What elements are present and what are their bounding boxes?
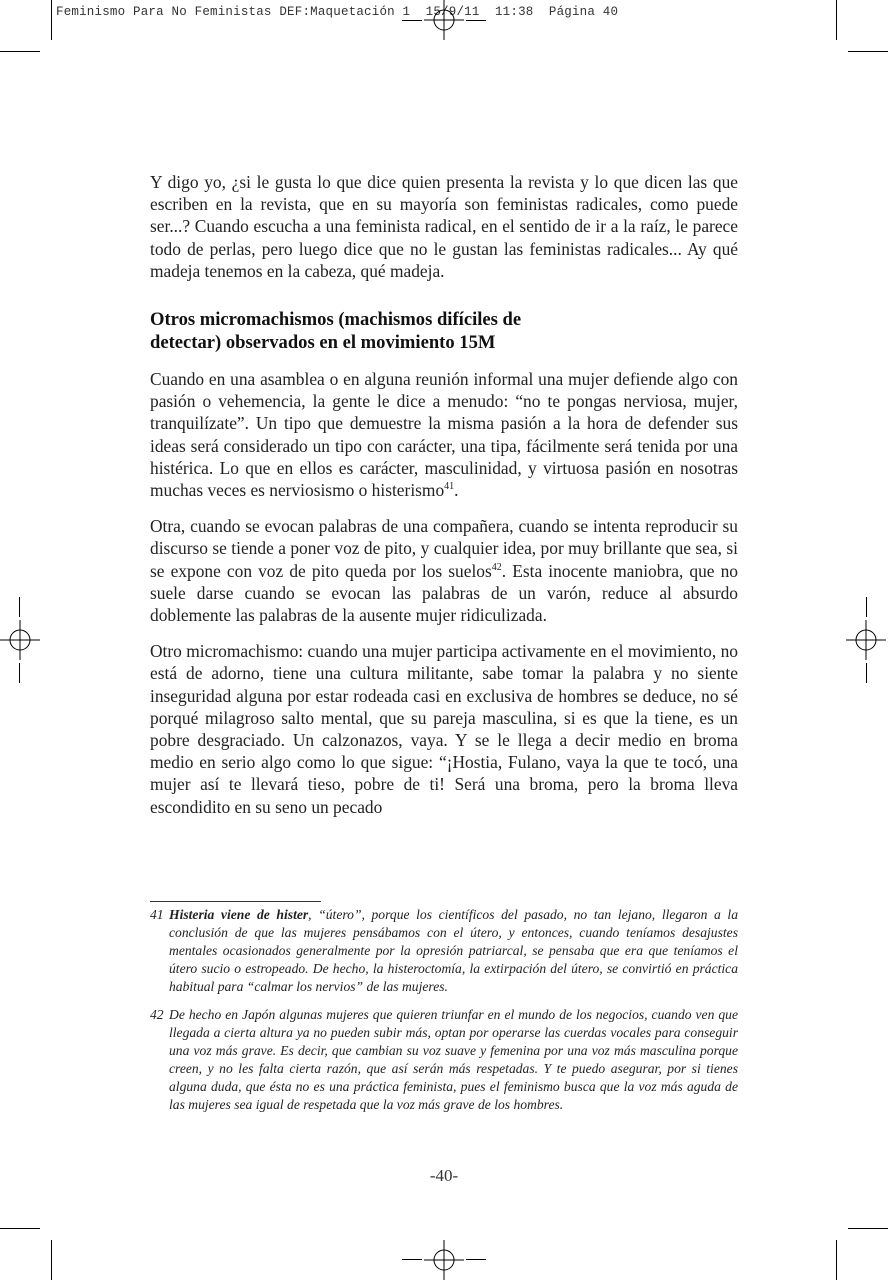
section-heading-line2: detectar) observados en el movimiento 15M	[150, 331, 496, 353]
footnote-ref-42[interactable]: 42	[491, 561, 502, 573]
print-slug: Feminismo Para No Feministas DEF:Maquetación 1 15/9/11 11:38 Página 40	[56, 5, 619, 19]
paragraph-pasion	[150, 368, 738, 501]
crop-tick-right-bottom	[866, 663, 867, 683]
crop-tick-left-bottom	[19, 663, 20, 683]
registration-mark-bottom-icon	[424, 1240, 464, 1280]
footnote-divider	[150, 901, 321, 902]
section-heading-line1: Otros micromachismos (machismos difíciles de	[150, 309, 522, 331]
paragraph-pasion-text: Cuando en una asamblea o en alguna reunión informal una mujer defiende algo con pasión o vehemencia, la gente le dice a menudo: “no te pongas nerviosa, mujer, tranquilízate”. Un tipo que demuestre la misma pasión a la hora de defender sus ideas será considerado un tipo con carácter, una tipa, fácilmente será tenida por una histérica. Lo que en ellos es carácter, masculinidad, y virtuosa pasión en nosotras muchas veces es nerviosismo o histerismo	[150, 369, 738, 501]
footnote-42	[150, 1006, 738, 1114]
paragraph-voz-text-a: Otra, cuando se evocan palabras de una compañera, cuando se intenta reproducir su discurso se tiende a poner voz de pito, y cualquier idea, por muy brillante que sea, si se expone con voz de pito queda por los suelos	[150, 516, 738, 581]
registration-mark-top-icon	[424, 0, 464, 40]
paragraph-voz-text-b: . Esta inocente maniobra, que no suele darse cuando se evocan las palabras de un varón, reduce al absurdo doblemente las palabras de la ausente mujer ridiculizada.	[150, 560, 738, 626]
footnote-text: De hecho en Japón algunas mujeres que quieren triunfar en el mundo de los negocios, cuando ven que llegada a cierta altura ya no pueden subir más, optan por operarse las cuerdas vocales para conseguir una voz más grave. Es decir, que cambian su voz suave y femenina por una voz más masculina porque creen, y no les falta cierta razón, que así serán más respetadas. Y te puedo asegurar, por si tienes alguna duda, que ésta no es una práctica feminista, pues el feminismo busca que la voz más aguda de las mujeres sea igual de respetada que la voz más grave de los hombres.	[169, 1007, 738, 1112]
crop-tick-bottom-right	[466, 1259, 486, 1260]
section-heading	[150, 309, 738, 354]
page-body	[150, 171, 738, 818]
footnote-text: , “útero”, porque los científicos del pasado, no tan lejano, llegaron a la conclusión de que las mujeres pensábamos con el útero, y entonces, cuando teníamos desajustes mentales ocasionados generalmente por la opresión patriarcal, se pensaba que era que teníamos el útero sucio o estropeado. De hecho, la histeroctomía, la extirpación del útero, se convirtió en práctica habitual para “calmar los nervios” de las mujeres.	[169, 907, 738, 994]
footnote-term: Histeria viene de hister	[169, 907, 309, 922]
footnote-number: 42	[150, 1007, 164, 1022]
crop-tick-right-top	[866, 597, 867, 617]
page-number: -40-	[429, 1166, 459, 1185]
footnote-ref-41[interactable]: 41	[444, 481, 455, 493]
paragraph-micromachismo: Otro micromachismo: cuando una mujer participa activamente en el movimiento, no está de adorno, tiene una cultura militante, sabe tomar la palabra y no siente inseguridad alguna por estar rodeada casi en exclusiva de hombres se deduce, no sé porqué milagroso salto mental, que su pareja masculina, si es que la tiene, es un pobre desgraciado. Un calzonazos, vaya. Y se le llega a decir medio en broma medio en serio algo como lo que sigue: “¡Hostia, Fulano, vaya la que te tocó, una mujer así te llevará tieso, pobre de ti! Será una broma, pero la broma lleva escondidito en su seno un pecado	[150, 641, 738, 817]
crop-tick-left-top	[19, 597, 20, 617]
paragraph-voz-de-pito	[150, 515, 738, 626]
registration-mark-right-icon	[846, 620, 886, 660]
crop-tick-top-left	[402, 20, 422, 21]
paragraph-intro: Y digo yo, ¿si le gusta lo que dice quien presenta la revista y lo que dicen las que escriben en la revista, que en su mayoría son feministas radicales, como puede ser...? Cuando escucha a una feminista radical, en el sentido de ir a la raíz, le parece todo de perlas, pero luego dice que no le gustan las feministas radicales... Ay qué madeja tenemos en la cabeza, qué madeja.	[150, 172, 738, 281]
footnote-41	[150, 906, 738, 996]
registration-mark-left-icon	[0, 620, 40, 660]
footnote-number: 41	[150, 907, 164, 922]
crop-tick-bottom-left	[402, 1259, 422, 1260]
crop-tick-top-right	[466, 20, 486, 21]
footnotes	[150, 906, 738, 1124]
paragraph-pasion-end: .	[454, 480, 459, 501]
